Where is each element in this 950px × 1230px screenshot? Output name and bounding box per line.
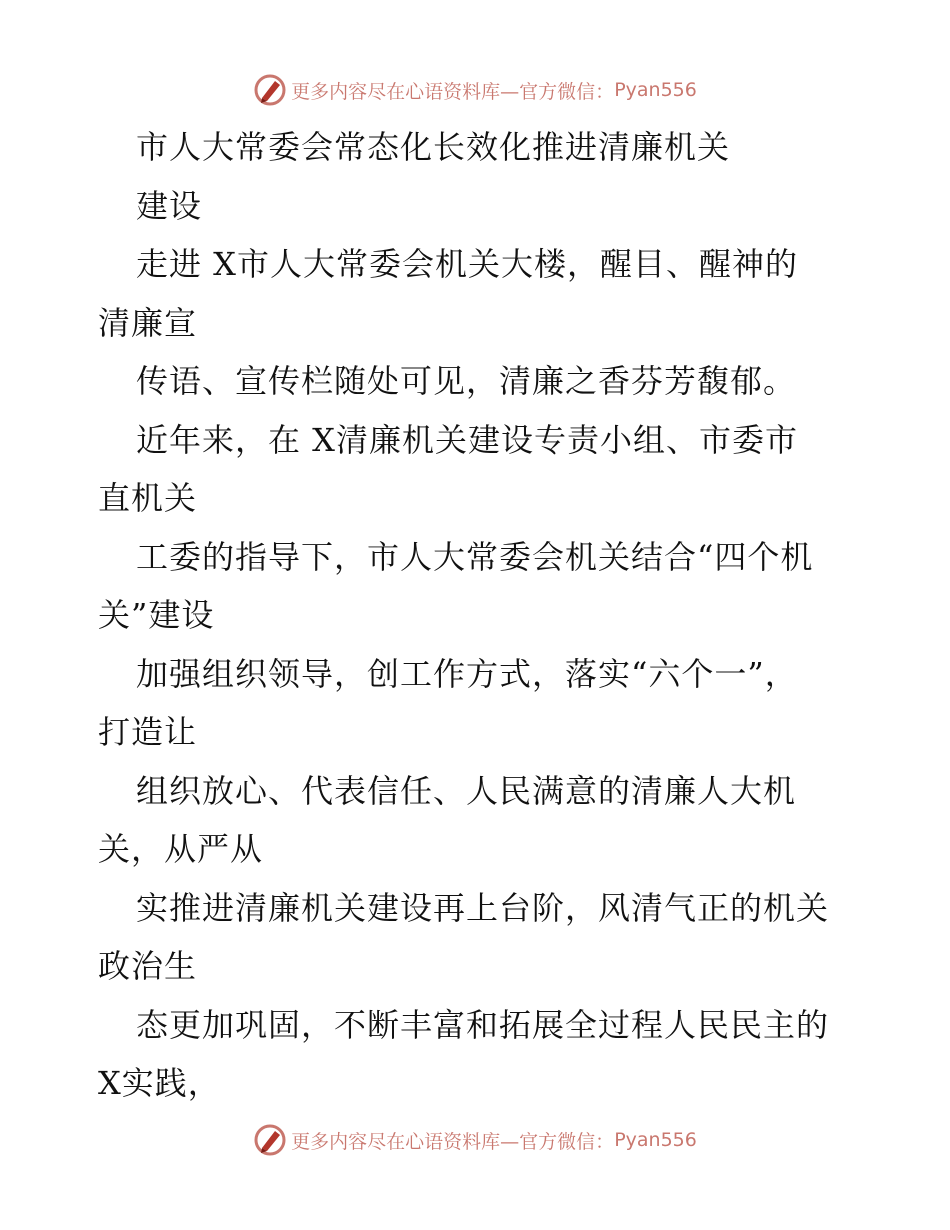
text-line: 关”建设 (98, 596, 215, 634)
document-body (98, 118, 888, 1113)
text-line: 态更加巩固，不断丰富和拓展全过程人民民主的 (136, 1005, 830, 1044)
promo-text: 更多内容尽在心语资料库— (291, 80, 520, 103)
text-line: 组织放心、代表信任、人民满意的清廉人大机 (136, 771, 797, 810)
text-line: 打造让 (98, 713, 198, 751)
footer-banner (0, 1118, 950, 1162)
text-line: X实践， (98, 1064, 221, 1102)
pen-nib-logo-icon (253, 1123, 287, 1157)
document-title-line: 市人大常委会常态化长效化推进清廉机关 (136, 128, 731, 166)
text-line: 直机关 (98, 479, 198, 517)
wechat-label: 官方微信： (519, 80, 615, 103)
text-line: 加强组织领导，创工作方式，落实“六个一”， (136, 654, 798, 693)
text-line: 建设 (136, 186, 203, 225)
wechat-id: Pyan556 (614, 79, 697, 101)
text-line: 传语、宣传栏随处可见，清廉之香芬芳馥郁。 (136, 362, 797, 400)
wechat-label: 官方微信： (519, 1130, 615, 1153)
text-line: 清廉宣 (98, 303, 198, 342)
promo-text: 更多内容尽在心语资料库— (291, 1130, 520, 1153)
text-line: 近年来，在 X清廉机关建设专责小组、市委市 (136, 420, 798, 459)
pen-nib-logo-icon (253, 73, 287, 107)
header-banner (0, 68, 950, 112)
text-line: 政治生 (98, 947, 198, 985)
wechat-id: Pyan556 (614, 1129, 697, 1151)
text-line: 工委的指导下，市人大常委会机关结合“四个机 (136, 537, 814, 576)
text-line: 关，从严从 (98, 830, 264, 868)
text-line: 实推进清廉机关建设再上台阶，风清气正的机关 (136, 888, 830, 927)
text-line: 走进 X市人大常委会机关大楼，醒目、醒神的 (136, 245, 798, 283)
